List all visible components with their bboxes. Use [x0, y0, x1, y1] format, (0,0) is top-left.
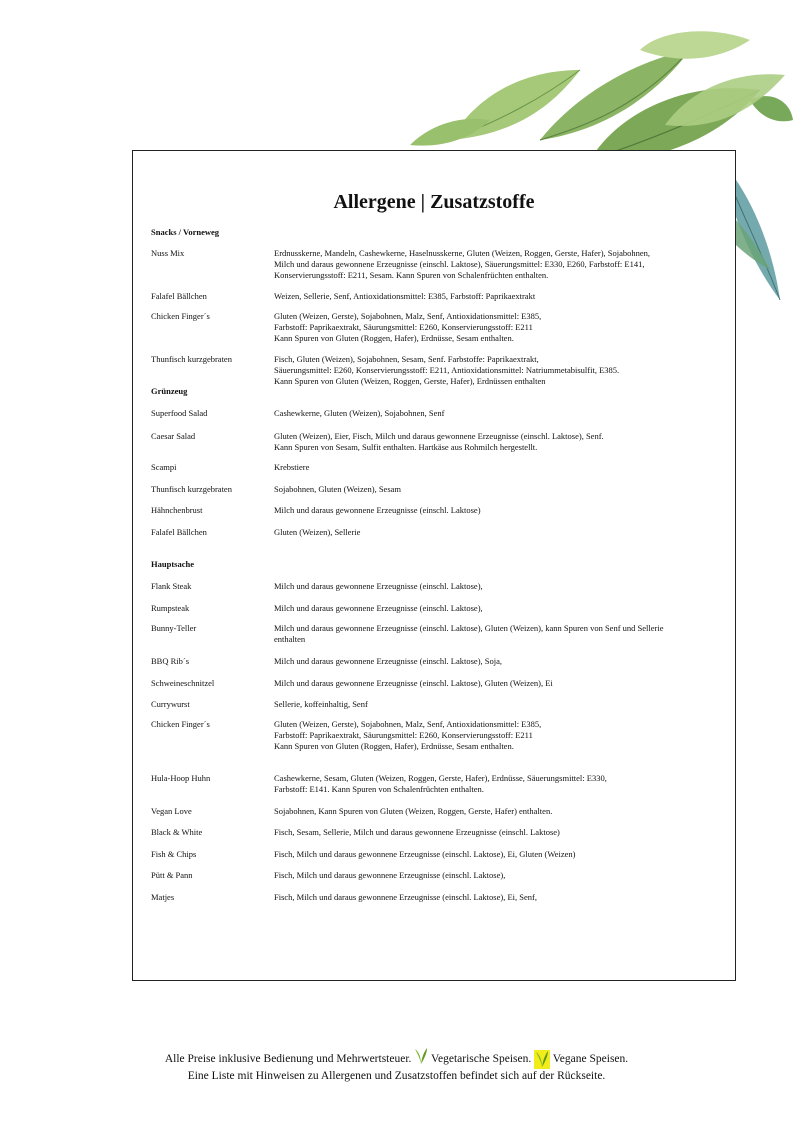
dish-name: Hula-Hoop Huhn	[151, 773, 211, 783]
allergen-line: Gluten (Weizen, Gerste), Sojabohnen, Malz, Senf, Antioxidationsmittel: E385,	[274, 311, 542, 321]
dish-name: Currywurst	[151, 699, 190, 709]
allergen-line: Cashewkerne, Sesam, Gluten (Weizen, Roggen, Gerste, Hafer), Erdnüsse, Säuerungsmittel: E330,	[274, 773, 607, 783]
dish-name: Fish & Chips	[151, 849, 197, 859]
allergen-line: Konservierungsstoff: E211, Sesam. Kann Spuren von Schalenfrüchten enthalten.	[274, 270, 549, 280]
allergen-line: Farbstoff: Paprikaextrakt, Säurungsmittel: E260, Konservierungsstoff: E211	[274, 322, 533, 332]
allergen-line: Gluten (Weizen), Sellerie	[274, 527, 361, 537]
dish-name: Chicken Finger´s	[151, 311, 210, 321]
allergen-line: Milch und daraus gewonnene Erzeugnisse (einschl. Laktose), Säuerungsmittel: E330, E260, Farbstoff: E141,	[274, 259, 645, 269]
page-title: Allergene | Zusatzstoffe	[333, 191, 535, 213]
allergen-description	[274, 505, 714, 516]
allergen-description	[274, 892, 714, 903]
dish-name: Black & White	[151, 827, 203, 837]
allergen-line: Kann Spuren von Gluten (Weizen, Roggen, Gerste, Hafer), Erdnüssen enthalten	[274, 376, 546, 386]
allergen-line: Fisch, Milch und daraus gewonnene Erzeugnisse (einschl. Laktose),	[274, 870, 506, 880]
allergen-line: Kann Spuren von Gluten (Roggen, Hafer), Erdnüsse, Sesam enthalten.	[274, 741, 514, 751]
allergen-line: Milch und daraus gewonnene Erzeugnisse (einschl. Laktose), Gluten (Weizen), Ei	[274, 678, 553, 688]
dish-name: Nuss Mix	[151, 248, 185, 258]
dish-name: Bunny-Teller	[151, 623, 197, 633]
dish-name: Vegan Love	[151, 806, 192, 816]
footer-line-2: Eine Liste mit Hinweisen zu Allergenen und Zusatzstoffen befindet sich auf der Rückseite.	[187, 1070, 606, 1082]
leaf-sprout-highlighted-icon	[534, 1050, 550, 1069]
dish-name: Falafel Bällchen	[151, 527, 207, 537]
allergen-line: Milch und daraus gewonnene Erzeugnisse (einschl. Laktose),	[274, 603, 483, 613]
allergen-description	[274, 870, 714, 881]
footer-price-note: Alle Preise inklusive Bedienung und Mehrwertsteuer.	[164, 1053, 412, 1065]
allergen-line: Sojabohnen, Kann Spuren von Gluten (Weizen, Roggen, Gerste, Hafer) enthalten.	[274, 806, 553, 816]
allergen-line: enthalten	[274, 634, 306, 644]
allergen-description	[274, 291, 714, 302]
section-heading: Snacks / Vorneweg	[151, 227, 220, 237]
allergen-line: Milch und daraus gewonnene Erzeugnisse (einschl. Laktose), Gluten (Weizen), kann Spuren von Senf und Sellerie	[274, 623, 664, 633]
vegan-label: Vegane Speisen.	[552, 1053, 629, 1065]
allergen-description	[274, 248, 714, 281]
dish-name: Flank Steak	[151, 581, 192, 591]
dish-name: Schweineschnitzel	[151, 678, 215, 688]
allergen-description	[274, 484, 714, 495]
allergen-description	[274, 806, 714, 817]
dish-name: Caesar Salad	[151, 431, 196, 441]
allergen-line: Fisch, Sesam, Sellerie, Milch und daraus gewonnene Erzeugnisse (einschl. Laktose)	[274, 827, 560, 837]
dish-name: Pütt & Pann	[151, 870, 193, 880]
allergen-line: Sellerie, koffeinhaltig, Senf	[274, 699, 368, 709]
allergen-description	[274, 827, 714, 838]
allergen-line: Fisch, Milch und daraus gewonnene Erzeugnisse (einschl. Laktose), Ei, Gluten (Weizen)	[274, 849, 576, 859]
allergen-list-panel	[132, 150, 736, 981]
allergen-description	[274, 699, 714, 710]
allergen-line: Milch und daraus gewonnene Erzeugnisse (einschl. Laktose)	[274, 505, 481, 515]
dish-name: Rumpsteak	[151, 603, 190, 613]
allergen-line: Fisch, Gluten (Weizen), Sojabohnen, Sesam, Senf. Farbstoffe: Paprikaextrakt,	[274, 354, 539, 364]
allergen-description	[274, 581, 714, 592]
allergen-description	[274, 354, 714, 387]
leaf-sprout-icon	[414, 1047, 428, 1065]
dish-name: BBQ Rib´s	[151, 656, 190, 666]
allergen-line: Cashewkerne, Gluten (Weizen), Sojabohnen, Senf	[274, 408, 445, 418]
section-heading: Hauptsache	[151, 559, 194, 569]
allergen-description	[274, 311, 714, 344]
allergen-line: Milch und daraus gewonnene Erzeugnisse (einschl. Laktose),	[274, 581, 483, 591]
allergen-description	[274, 431, 714, 453]
allergen-description	[274, 527, 714, 538]
allergen-description	[274, 678, 714, 689]
vegetarian-label: Vegetarische Speisen.	[430, 1053, 532, 1065]
section-heading: Grünzeug	[151, 386, 188, 396]
allergen-line: Krebstiere	[274, 462, 310, 472]
dish-name: Hähnchenbrust	[151, 505, 203, 515]
allergen-line: Farbstoff: Paprikaextrakt, Säurungsmittel: E260, Konservierungsstoff: E211	[274, 730, 533, 740]
allergen-line: Farbstoff: E141. Kann Spuren von Schalenfrüchten enthalten.	[274, 784, 484, 794]
allergen-description	[274, 623, 714, 645]
allergen-line: Kann Spuren von Sesam, Sulfit enthalten. Hartkäse aus Rohmilch hergestellt.	[274, 442, 538, 452]
dish-name: Scampi	[151, 462, 177, 472]
allergen-description	[274, 719, 714, 752]
allergen-description	[274, 603, 714, 614]
allergen-line: Fisch, Milch und daraus gewonnene Erzeugnisse (einschl. Laktose), Ei, Senf,	[274, 892, 537, 902]
allergen-line: Sojabohnen, Gluten (Weizen), Sesam	[274, 484, 402, 494]
allergen-line: Erdnusskerne, Mandeln, Cashewkerne, Haselnusskerne, Gluten (Weizen, Roggen, Gerste, Hafer), Sojabohnen,	[274, 248, 651, 258]
footer	[0, 1047, 793, 1083]
allergen-line: Säuerungsmittel: E260, Konservierungsstoff: E211, Antioxidationsmittel: Natriummetabisulfit, E385.	[274, 365, 620, 375]
allergen-line: Gluten (Weizen, Gerste), Sojabohnen, Malz, Senf, Antioxidationsmittel: E385,	[274, 719, 542, 729]
dish-name: Matjes	[151, 892, 175, 902]
allergen-description	[274, 408, 714, 419]
allergen-line: Kann Spuren von Gluten (Roggen, Hafer), Erdnüsse, Sesam enthalten.	[274, 333, 514, 343]
allergen-description	[274, 849, 714, 860]
footer-line-1	[0, 1047, 793, 1069]
dish-name: Chicken Finger´s	[151, 719, 210, 729]
allergen-description	[274, 462, 714, 473]
allergen-description	[274, 773, 714, 795]
allergen-description	[274, 656, 714, 667]
dish-name: Falafel Bällchen	[151, 291, 207, 301]
dish-name: Thunfisch kurzgebraten	[151, 484, 232, 494]
allergen-line: Gluten (Weizen), Eier, Fisch, Milch und daraus gewonnene Erzeugnisse (einschl. Laktose), Senf.	[274, 431, 604, 441]
dish-name: Superfood Salad	[151, 408, 208, 418]
allergen-line: Milch und daraus gewonnene Erzeugnisse (einschl. Laktose), Soja,	[274, 656, 503, 666]
allergen-line: Weizen, Sellerie, Senf, Antioxidationsmittel: E385, Farbstoff: Paprikaextrakt	[274, 291, 536, 301]
dish-name: Thunfisch kurzgebraten	[151, 354, 232, 364]
